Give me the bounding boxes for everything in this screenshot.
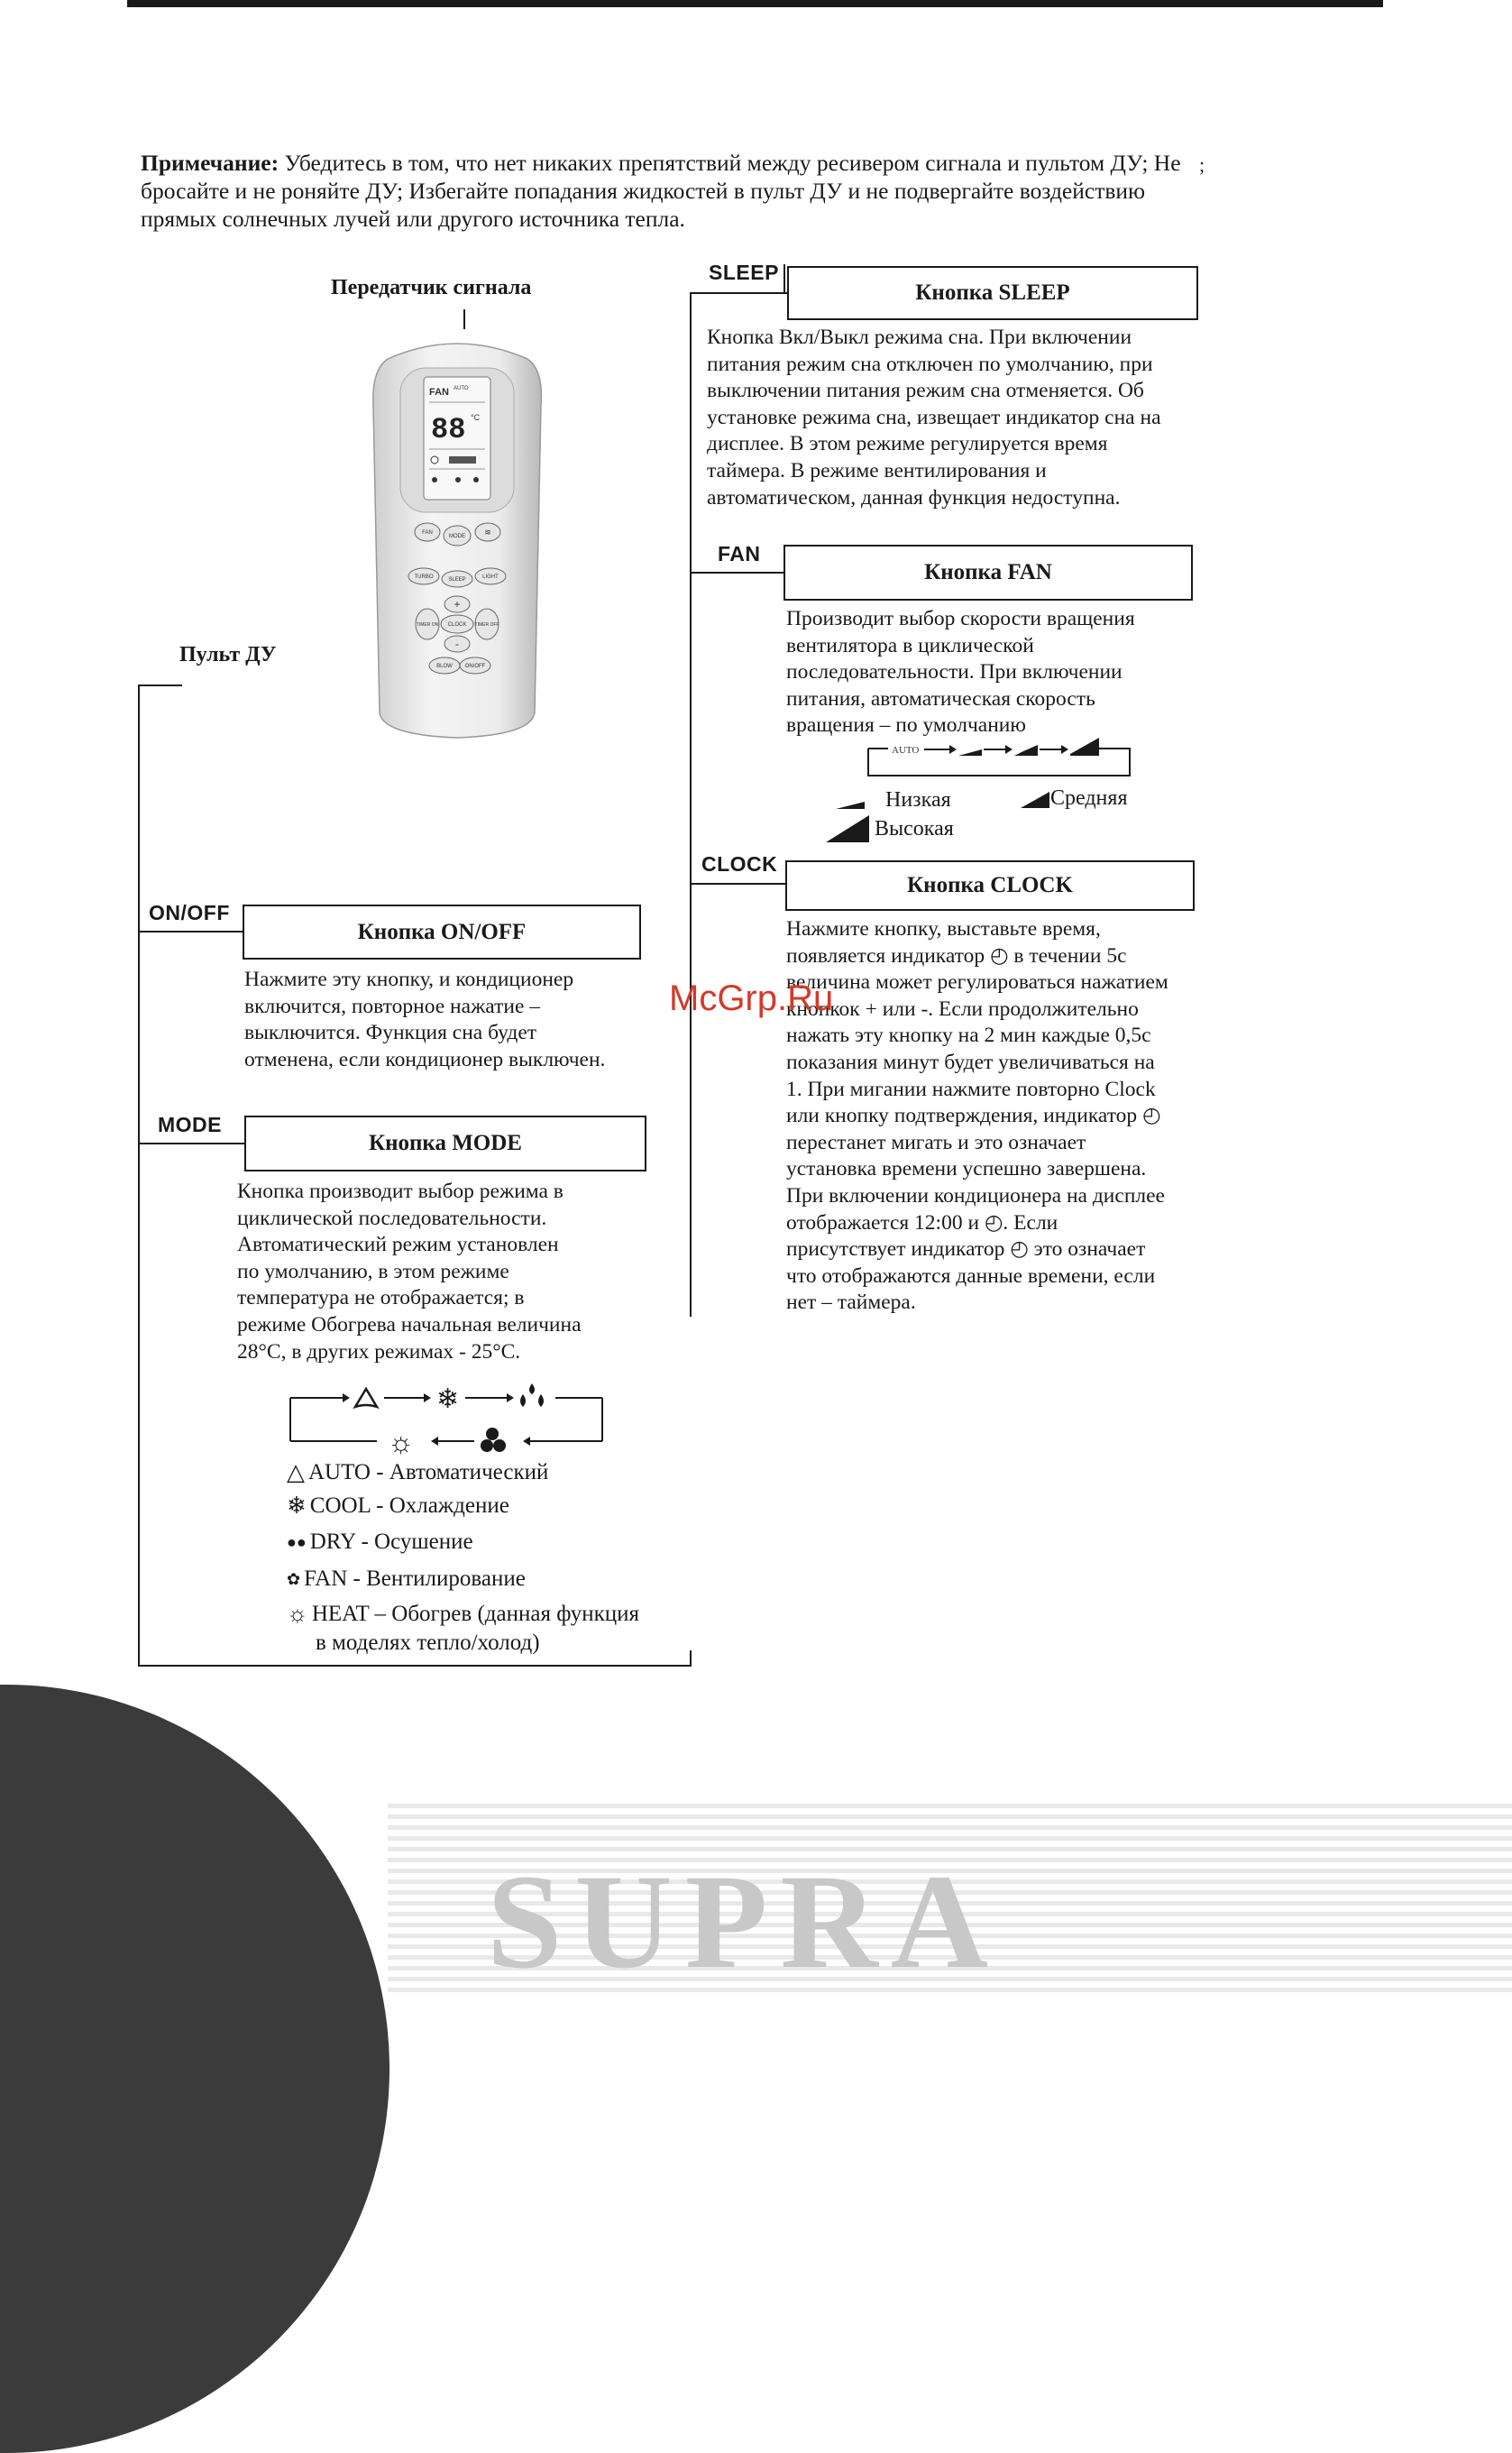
- clock-line: присутствует индикатор ◴ это означает: [786, 1237, 1146, 1262]
- mode-title: Кнопка MODE: [369, 1131, 522, 1155]
- clock-line: 1. При мигании нажмите повторно Clock: [786, 1077, 1156, 1101]
- note-paragraph: [141, 149, 1214, 233]
- sleep-line: автоматическом, данная функция недоступна.: [707, 485, 1121, 510]
- clock-description: [786, 916, 1219, 1317]
- remote-btn-fan: FAN: [422, 530, 433, 536]
- clock-tag: CLOCK: [701, 852, 778, 876]
- remote-label: Пульт ДУ: [179, 643, 277, 666]
- dry-legend-text: DRY - Осушение: [309, 1530, 473, 1554]
- left-bracket-line: [138, 684, 140, 1667]
- sleep-line: установке режима сна, извещает индикатор сна на: [707, 405, 1161, 429]
- auto-mode-icon: [355, 1389, 377, 1407]
- mode-line: температура не отображается; в: [237, 1286, 525, 1310]
- remote-btn-swing-icon: ≋: [484, 528, 491, 537]
- remote-btn-clock: CLOCK: [447, 622, 467, 628]
- fan-speed-cycle-diagram: [861, 732, 1136, 779]
- remote-btn-sleep: SLEEP: [448, 577, 466, 583]
- remote-btn-plus: +: [454, 598, 461, 611]
- clock-line: При включении кондиционера на дисплее: [786, 1183, 1165, 1208]
- sleep-line: питания режим сна отключен по умолчанию, при: [707, 352, 1153, 376]
- fan-high-legend-icon: [824, 813, 871, 844]
- clock-connector: [690, 883, 787, 885]
- mode-cycle-diagram: [287, 1378, 608, 1461]
- heat-legend-text: HEAT – Обогрев (данная функция: [311, 1602, 640, 1626]
- mode-line: Кнопка производит выбор режима в: [237, 1180, 564, 1203]
- mode-legend-auto: [287, 1457, 639, 1488]
- corner-circle: [0, 1685, 389, 2453]
- heat-legend-icon: ☼: [287, 1601, 308, 1627]
- transmitter-pointer: [463, 309, 465, 329]
- onoff-title-box: [243, 905, 641, 960]
- cool-legend-text: COOL - Охлаждение: [309, 1493, 509, 1518]
- fan-line: Производит выбор скорости вращения: [786, 607, 1135, 630]
- clock-line: величина может регулироваться нажатием: [786, 970, 1168, 995]
- fan-connector: [690, 572, 785, 574]
- clock-line: нет – таймера.: [786, 1291, 916, 1315]
- brand-logo: SUPRA: [487, 1847, 1002, 1997]
- sleep-connector-riser: [783, 264, 785, 293]
- mode-line: циклической последовательности.: [237, 1206, 547, 1230]
- fan-legend-text: FAN - Вентилирование: [304, 1566, 526, 1591]
- clock-title-box: [785, 860, 1195, 911]
- clock-line: появляется индикатор ◴ в течении 5с: [786, 943, 1127, 968]
- mode-legend-heat: [287, 1598, 639, 1631]
- note-label: Примечание:: [141, 150, 279, 176]
- mode-tag: MODE: [158, 1113, 222, 1136]
- sleep-connector: [690, 292, 789, 294]
- top-rule: [127, 0, 1383, 7]
- sleep-line: дисплее. В этом режиме регулируется время: [707, 432, 1108, 456]
- fan-tag: FAN: [718, 542, 761, 565]
- onoff-title: Кнопка ON/OFF: [357, 919, 527, 944]
- mode-line: режиме Обогрева начальная величина: [237, 1312, 582, 1337]
- fan-mode-icon: [481, 1428, 506, 1452]
- clock-line: что отображаются данные времени, если: [786, 1263, 1156, 1288]
- remote-btn-minus: -: [455, 638, 459, 650]
- fan-line: вращения – по умолчанию: [786, 713, 1026, 738]
- clock-title: Кнопка CLOCK: [907, 873, 1073, 897]
- fan-cycle-auto: AUTO: [892, 745, 920, 756]
- clock-line: или кнопку подтверждения, индикатор ◴: [786, 1104, 1161, 1128]
- mode-title-box: [244, 1116, 646, 1171]
- onoff-connector: [138, 931, 244, 933]
- lcd-auto: AUTO: [454, 386, 469, 391]
- remote-btn-timer-off: TIMER OFF: [474, 622, 499, 628]
- clock-line: кнопкок + или -. Если продолжительно: [786, 997, 1139, 1021]
- dry-legend-icon: ●●: [287, 1532, 307, 1551]
- onoff-line: выключится. Функция сна будет: [244, 1021, 537, 1045]
- left-bracket-end: [690, 1650, 692, 1667]
- sleep-title: Кнопка SLEEP: [915, 280, 1070, 305]
- onoff-tag: ON/OFF: [149, 901, 230, 924]
- fan-line: вентилятора в циклической: [786, 633, 1034, 657]
- sleep-line: таймера. В режиме вентилирования и: [707, 458, 1047, 482]
- fan-description: [786, 606, 1219, 740]
- mode-line: 28°C, в других режимах - 25°C.: [237, 1339, 521, 1364]
- sleep-title-box: [787, 266, 1198, 320]
- sleep-line: выключении питания режим сна отменяется. Об: [707, 379, 1144, 403]
- sleep-tag: SLEEP: [709, 261, 779, 284]
- remote-btn-onoff: ON/OFF: [464, 664, 486, 669]
- transmitter-label: Передатчик сигнала: [331, 276, 532, 299]
- fan-high-label: Высокая: [875, 817, 954, 841]
- mode-legend: [287, 1457, 639, 1656]
- cool-mode-icon: ❄: [436, 1384, 460, 1414]
- mode-legend-dry: [287, 1524, 639, 1560]
- fan-legend-icon: ✿: [287, 1569, 301, 1588]
- clock-line: Нажмите кнопку, выставьте время,: [786, 917, 1101, 941]
- cool-legend-icon: ❄: [287, 1493, 307, 1519]
- mode-connector: [138, 1143, 246, 1144]
- left-bracket-bottom: [138, 1665, 692, 1667]
- left-bracket-top: [138, 684, 182, 686]
- clock-line: показания минут будет увеличиваться на: [786, 1050, 1155, 1074]
- fan-high-icon: [1070, 738, 1099, 756]
- clock-line: установка времени успешно завершена.: [786, 1157, 1147, 1181]
- watermark: McGrp.Ru: [669, 978, 834, 1018]
- mode-line: Автоматический режим установлен: [237, 1233, 559, 1257]
- onoff-description: [244, 967, 677, 1073]
- onoff-line: включится, повторное нажатие –: [244, 994, 541, 1018]
- remote-btn-light: LIGHT: [482, 574, 499, 580]
- fan-low-icon: [958, 749, 982, 756]
- clock-line: отображается 12:00 и ◴. Если: [786, 1210, 1058, 1235]
- heat-mode-icon: ☼: [388, 1426, 415, 1458]
- lcd-digits: 88: [431, 413, 466, 446]
- fan-medium-legend-icon: [1019, 788, 1051, 810]
- remote-control-illustration: [370, 334, 545, 740]
- remote-btn-turbo: TURBO: [414, 574, 434, 580]
- fan-title-box: [783, 545, 1193, 601]
- fan-medium-label: Средняя: [1050, 786, 1128, 810]
- mode-line: по умолчанию, в этом режиме: [237, 1259, 509, 1283]
- onoff-line: отменена, если кондиционер выключен.: [244, 1047, 606, 1071]
- stray-mark: ;: [1199, 153, 1205, 176]
- remote-btn-blow: BLOW: [436, 664, 453, 669]
- onoff-line: Нажмите эту кнопку, и кондиционер: [244, 968, 574, 991]
- sleep-line: Кнопка Вкл/Выкл режима сна. При включении: [707, 326, 1132, 349]
- lcd-fan: FAN: [429, 387, 449, 398]
- mode-description: [237, 1179, 670, 1365]
- dry-mode-icon: [520, 1383, 544, 1407]
- clock-line: перестанет мигать и это означает: [786, 1130, 1086, 1154]
- sleep-description: [707, 325, 1230, 511]
- heat-legend-continued: в моделях тепло/холод): [316, 1631, 540, 1655]
- mode-legend-fan: [287, 1560, 639, 1598]
- fan-low-legend-icon: [834, 791, 866, 811]
- note-text: Убедитесь в том, что нет никаких препятствий между ресивером сигнала и пультом ДУ; Не бросайте и не роняйте ДУ; Избегайте попадания жидкостей в пульт ДУ и не подвергайте воздействию прямых солнечных лучей или другого источника тепла.: [141, 150, 1181, 232]
- fan-title: Кнопка FAN: [924, 560, 1052, 584]
- mode-legend-cool: [287, 1488, 639, 1524]
- fan-line: последовательности. При включении: [786, 660, 1123, 684]
- remote-btn-timer-on: TIMER ON: [416, 622, 439, 628]
- clock-line: нажать эту кнопку на 2 мин каждые 0,5с: [786, 1024, 1151, 1048]
- remote-btn-mode: MODE: [449, 534, 465, 539]
- lcd-degree: °C: [471, 413, 481, 422]
- auto-legend-icon: △: [287, 1459, 305, 1485]
- fan-line: питания, автоматическая скорость: [786, 686, 1095, 711]
- fan-medium-icon: [1014, 745, 1038, 756]
- fan-low-label: Низкая: [885, 788, 951, 812]
- auto-legend-text: AUTO - Автоматический: [308, 1460, 549, 1484]
- right-bracket-line: [690, 292, 692, 1317]
